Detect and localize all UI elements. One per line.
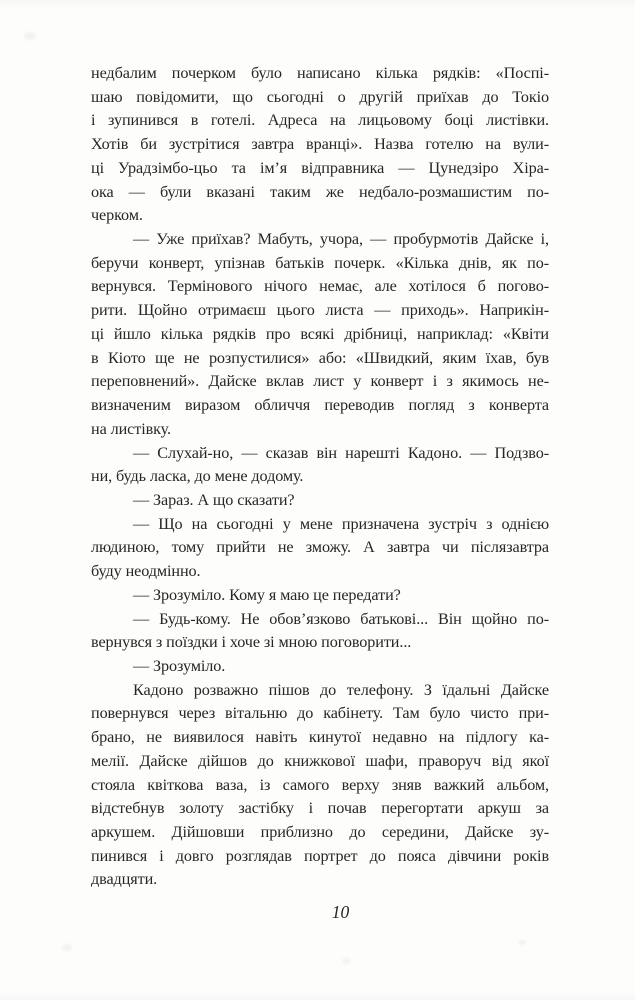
text-line: ці йшло кілька рядків про всякі дрібниці, наприклад: «Квіти [91, 324, 549, 343]
text-line: і зупинився в готелі. Адреса на лицьовому боці листівки. [91, 111, 549, 130]
scan-shade-top [0, 0, 635, 10]
text-line: — Слухай-но, — сказав він нарешті Кадоно. — Подзво- [133, 443, 549, 462]
text-line: рити. Щойно отримаєш цього листа — приходь». Наприкін- [91, 301, 549, 320]
text-line: Хотів би зустрітися завтра вранці». Назва готелю на вули- [91, 135, 549, 154]
text-block [91, 62, 549, 892]
paragraph [91, 442, 549, 489]
paragraph [91, 608, 549, 655]
paragraph [91, 655, 549, 679]
text-line: — Зрозуміло. [133, 656, 226, 675]
text-line: беручи конверт, упізнав батьків почерк. «Кілька днів, як по- [91, 253, 549, 272]
text-line: шаю повідомити, що сьогодні о другій приїхав до Токіо [91, 87, 549, 106]
text-line: на листівку. [91, 419, 171, 438]
text-line: — Зрозуміло. Кому я маю це передати? [133, 585, 401, 604]
text-line: аркушем. Дійшовши приблизно до середини, Дайске зу- [91, 823, 549, 841]
text-line: — Зараз. А що сказати? [133, 490, 295, 509]
page-number: 10 [331, 902, 350, 922]
text-line: переповнений». Дайске вклав лист у конверт і з якимось не- [91, 372, 549, 391]
text-line: стояла квіткова ваза, із самого верху зняв важкий альбом, [91, 775, 549, 794]
text-line: вернувся з поїздки і хоче зі мною поговорити... [91, 633, 412, 652]
paragraph [91, 228, 549, 441]
scan-speck [62, 944, 72, 951]
scan-speck [24, 32, 36, 40]
text-line: ни, будь ласка, до мене додому. [91, 467, 304, 486]
text-line: Кадоно розважно пішов до телефону. З їдальні Дайске [133, 680, 549, 699]
text-line: відстебнув золоту застібку і почав перегортати аркуш за [91, 799, 549, 818]
scan-shade-bottom [0, 990, 635, 1000]
paragraph [91, 679, 549, 892]
text-line: — Що на сьогодні у мене призначена зустріч з однією [133, 514, 549, 533]
scan-speck [342, 958, 351, 964]
text-line: недбалим почерком було написано кілька рядків: «Поспі- [91, 64, 549, 82]
text-line: буду неодмінно. [91, 562, 201, 581]
text-line: вернувся. Термінового нічого немає, але хотілося б погово- [91, 277, 549, 296]
text-line: визначеним виразом обличчя переводив погляд з конверта [91, 396, 549, 415]
text-line: повернувся через вітальню до кабінету. Там було чисто при- [91, 704, 549, 723]
text-line: людиною, тому прийти не зможу. А завтра чи післязавтра [91, 538, 549, 557]
scan-speck [518, 940, 526, 945]
paragraph [91, 62, 549, 228]
text-line: мелії. Дайске дійшов до книжкової шафи, праворуч від якої [91, 751, 549, 770]
text-line: — Уже приїхав? Мабуть, учора, — пробурмотів Дайске і, [133, 230, 549, 249]
text-line: — Будь-кому. Не обов’язково батькові... Він щойно по- [133, 609, 549, 628]
paragraph [91, 584, 549, 608]
paragraph [91, 489, 549, 513]
paragraph [91, 513, 549, 584]
text-line: брано, не виявилося навіть кинутої недавно на підлогу ка- [91, 728, 549, 747]
text-line: двадцяти. [91, 870, 158, 889]
text-line: ці Урадзімбо-цьо та ім’я відправника — Цунедзіро Хіра- [91, 158, 549, 177]
text-line: в Кіото ще не розпустилися» або: «Швидкий, яким їхав, був [91, 348, 549, 367]
text-line: черком. [91, 206, 143, 225]
text-line: ока — були вказані таким же недбало-розмашистим по- [91, 182, 549, 201]
text-line: пинився і довго розглядав портрет до пояса дівчини років [91, 846, 549, 865]
